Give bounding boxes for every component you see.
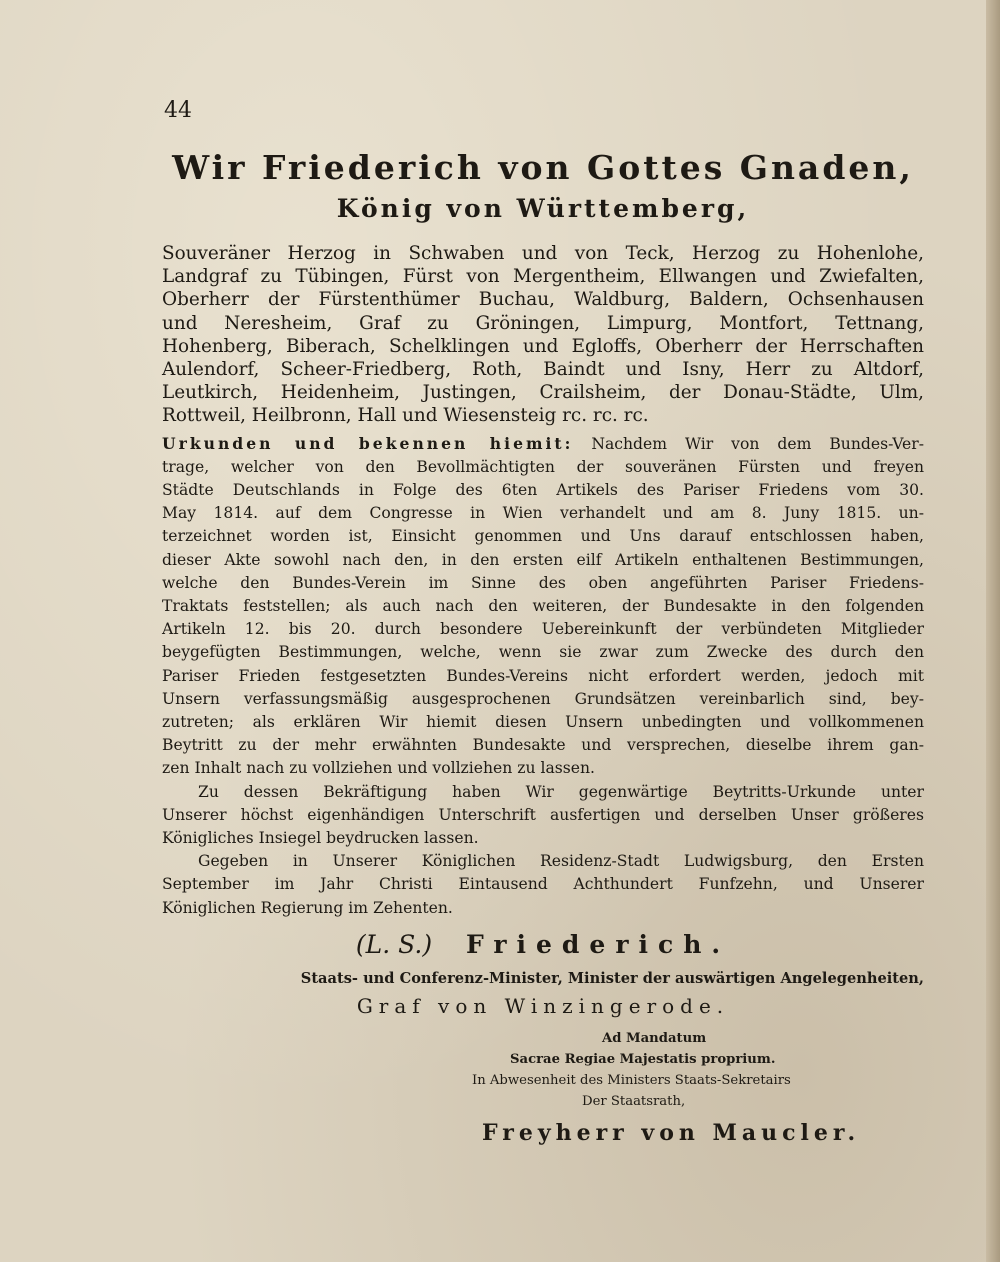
- signature-name: Friederich.: [466, 929, 731, 959]
- body-line: zen Inhalt nach zu vollziehen und vollziehen zu lassen.: [162, 759, 595, 778]
- body-line: terzeichnet worden ist, Einsicht genommen und Uns darauf entschlossen haben,: [162, 527, 924, 546]
- dating-line: September im Jahr Christi Eintausend Achthundert Funfzehn, und Unserer: [162, 875, 924, 894]
- body-first-line: [162, 432, 924, 456]
- confirmation-line: Königliches Insiegel beydrucken lassen.: [162, 829, 479, 848]
- body-line: trage, welcher von den Bevollmächtigten der souveränen Fürsten und freyen: [162, 457, 924, 476]
- title-line-2: König von Württemberg,: [336, 194, 750, 223]
- mandate-line: Ad Mandatum: [602, 1030, 707, 1046]
- confirmation-line: Zu dessen Bekräftigung haben Wir gegenwärtige Beytritts-Urkunde unter: [198, 782, 924, 801]
- body-line: beygefügten Bestimmungen, welche, wenn sie zwar zum Zwecke des durch den: [162, 643, 924, 662]
- body-line: Artikeln 12. bis 20. durch besondere Uebereinkunft der verbündeten Mitglieder: [162, 620, 924, 639]
- confirmation-line: Unserer höchst eigenhändigen Unterschrift ausfertigen und derselben Unser größeres: [162, 805, 924, 824]
- title-line-1: Wir Friederich von Gottes Gnaden,: [172, 148, 914, 187]
- body-line: dieser Akte sowohl nach den, in den ersten eilf Artikeln enthaltenen Bestimmungen,: [162, 550, 924, 569]
- body-line: welche den Bundes-Verein im Sinne des oben angeführten Pariser Friedens-: [162, 573, 924, 592]
- page-edge: [986, 0, 1000, 1262]
- body-line: Pariser Frieden festgesetzten Bundes-Vereins nicht erfordert werden, jedoch mit: [162, 666, 924, 685]
- titles-line: Leutkirch, Heidenheim, Justingen, Crailsheim, der Donau-Städte, Ulm,: [162, 382, 924, 404]
- mandate-line: In Abwesenheit des Ministers Staats-Sekretairs: [472, 1072, 791, 1088]
- mandate-block: [472, 1028, 902, 1112]
- titles-line: Landgraf zu Tübingen, Fürst von Mergentheim, Ellwangen und Zwiefalten,: [162, 266, 924, 288]
- countersign-role: Staats- und Conferenz-Minister, Minister der auswärtigen Angelegenheiten,: [300, 969, 924, 987]
- body-line: Städte Deutschlands in Folge des 6ten Artikels des Pariser Friedens vom 30.: [162, 481, 924, 500]
- final-signature: Freyherr von Maucler.: [482, 1119, 861, 1146]
- titles-line: Souveräner Herzog in Schwaben und von Teck, Herzog zu Hohenlohe,: [162, 243, 924, 264]
- document-text: [162, 142, 924, 1146]
- body-line: zutreten; als erklären Wir hiemit diesen Unsern unbedingten und vollkommenen: [162, 713, 924, 732]
- seal-mark: (L. S.): [355, 929, 433, 959]
- body-line: Beytritt zu der mehr erwähnten Bundesakte und versprechen, dieselbe ihrem gan-: [162, 736, 924, 755]
- mandate-line: Der Staatsrath,: [582, 1093, 686, 1109]
- titles-line: Oberherr der Fürstenthümer Buchau, Waldburg, Baldern, Ochsenhausen: [162, 289, 924, 311]
- mandate-line: Sacrae Regiae Majestatis proprium.: [510, 1051, 776, 1067]
- body-line: Unsern verfassungsmäßig ausgesprochenen Grundsätzen vereinbarlich sind, bey-: [162, 689, 924, 708]
- body-line: Traktats feststellen; als auch nach den weiteren, der Bundesakte in den folgenden: [162, 597, 924, 616]
- body-lead: Urkunden und bekennen hiemit:: [162, 433, 574, 453]
- royal-signature: [162, 930, 924, 970]
- dating-line: Gegeben in Unserer Königlichen Residenz-Stadt Ludwigsburg, den Ersten: [198, 852, 924, 871]
- dating-line: Königlichen Regierung im Zehenten.: [162, 898, 453, 917]
- body-paragraph: [162, 432, 924, 920]
- body-first-line-rest: Nachdem Wir von dem Bundes-Ver-: [591, 434, 924, 453]
- titles-line: Aulendorf, Scheer-Friedberg, Roth, Baindt und Isny, Herr zu Altdorf,: [162, 359, 924, 381]
- titles-line: und Neresheim, Graf zu Gröningen, Limpurg, Montfort, Tettnang,: [162, 312, 924, 334]
- royal-titles: [162, 242, 924, 428]
- titles-line: Rottweil, Heilbronn, Hall und Wiesensteig rc. rc. rc.: [162, 405, 649, 427]
- body-line: May 1814. auf dem Congresse in Wien verhandelt und am 8. Juny 1815. un-: [162, 504, 924, 523]
- page-number: 44: [164, 98, 192, 123]
- countersign-name: Graf von Winzingerode.: [356, 993, 730, 1018]
- titles-line: Hohenberg, Biberach, Schelklingen und Egloffs, Oberherr der Herrschaften: [162, 335, 924, 357]
